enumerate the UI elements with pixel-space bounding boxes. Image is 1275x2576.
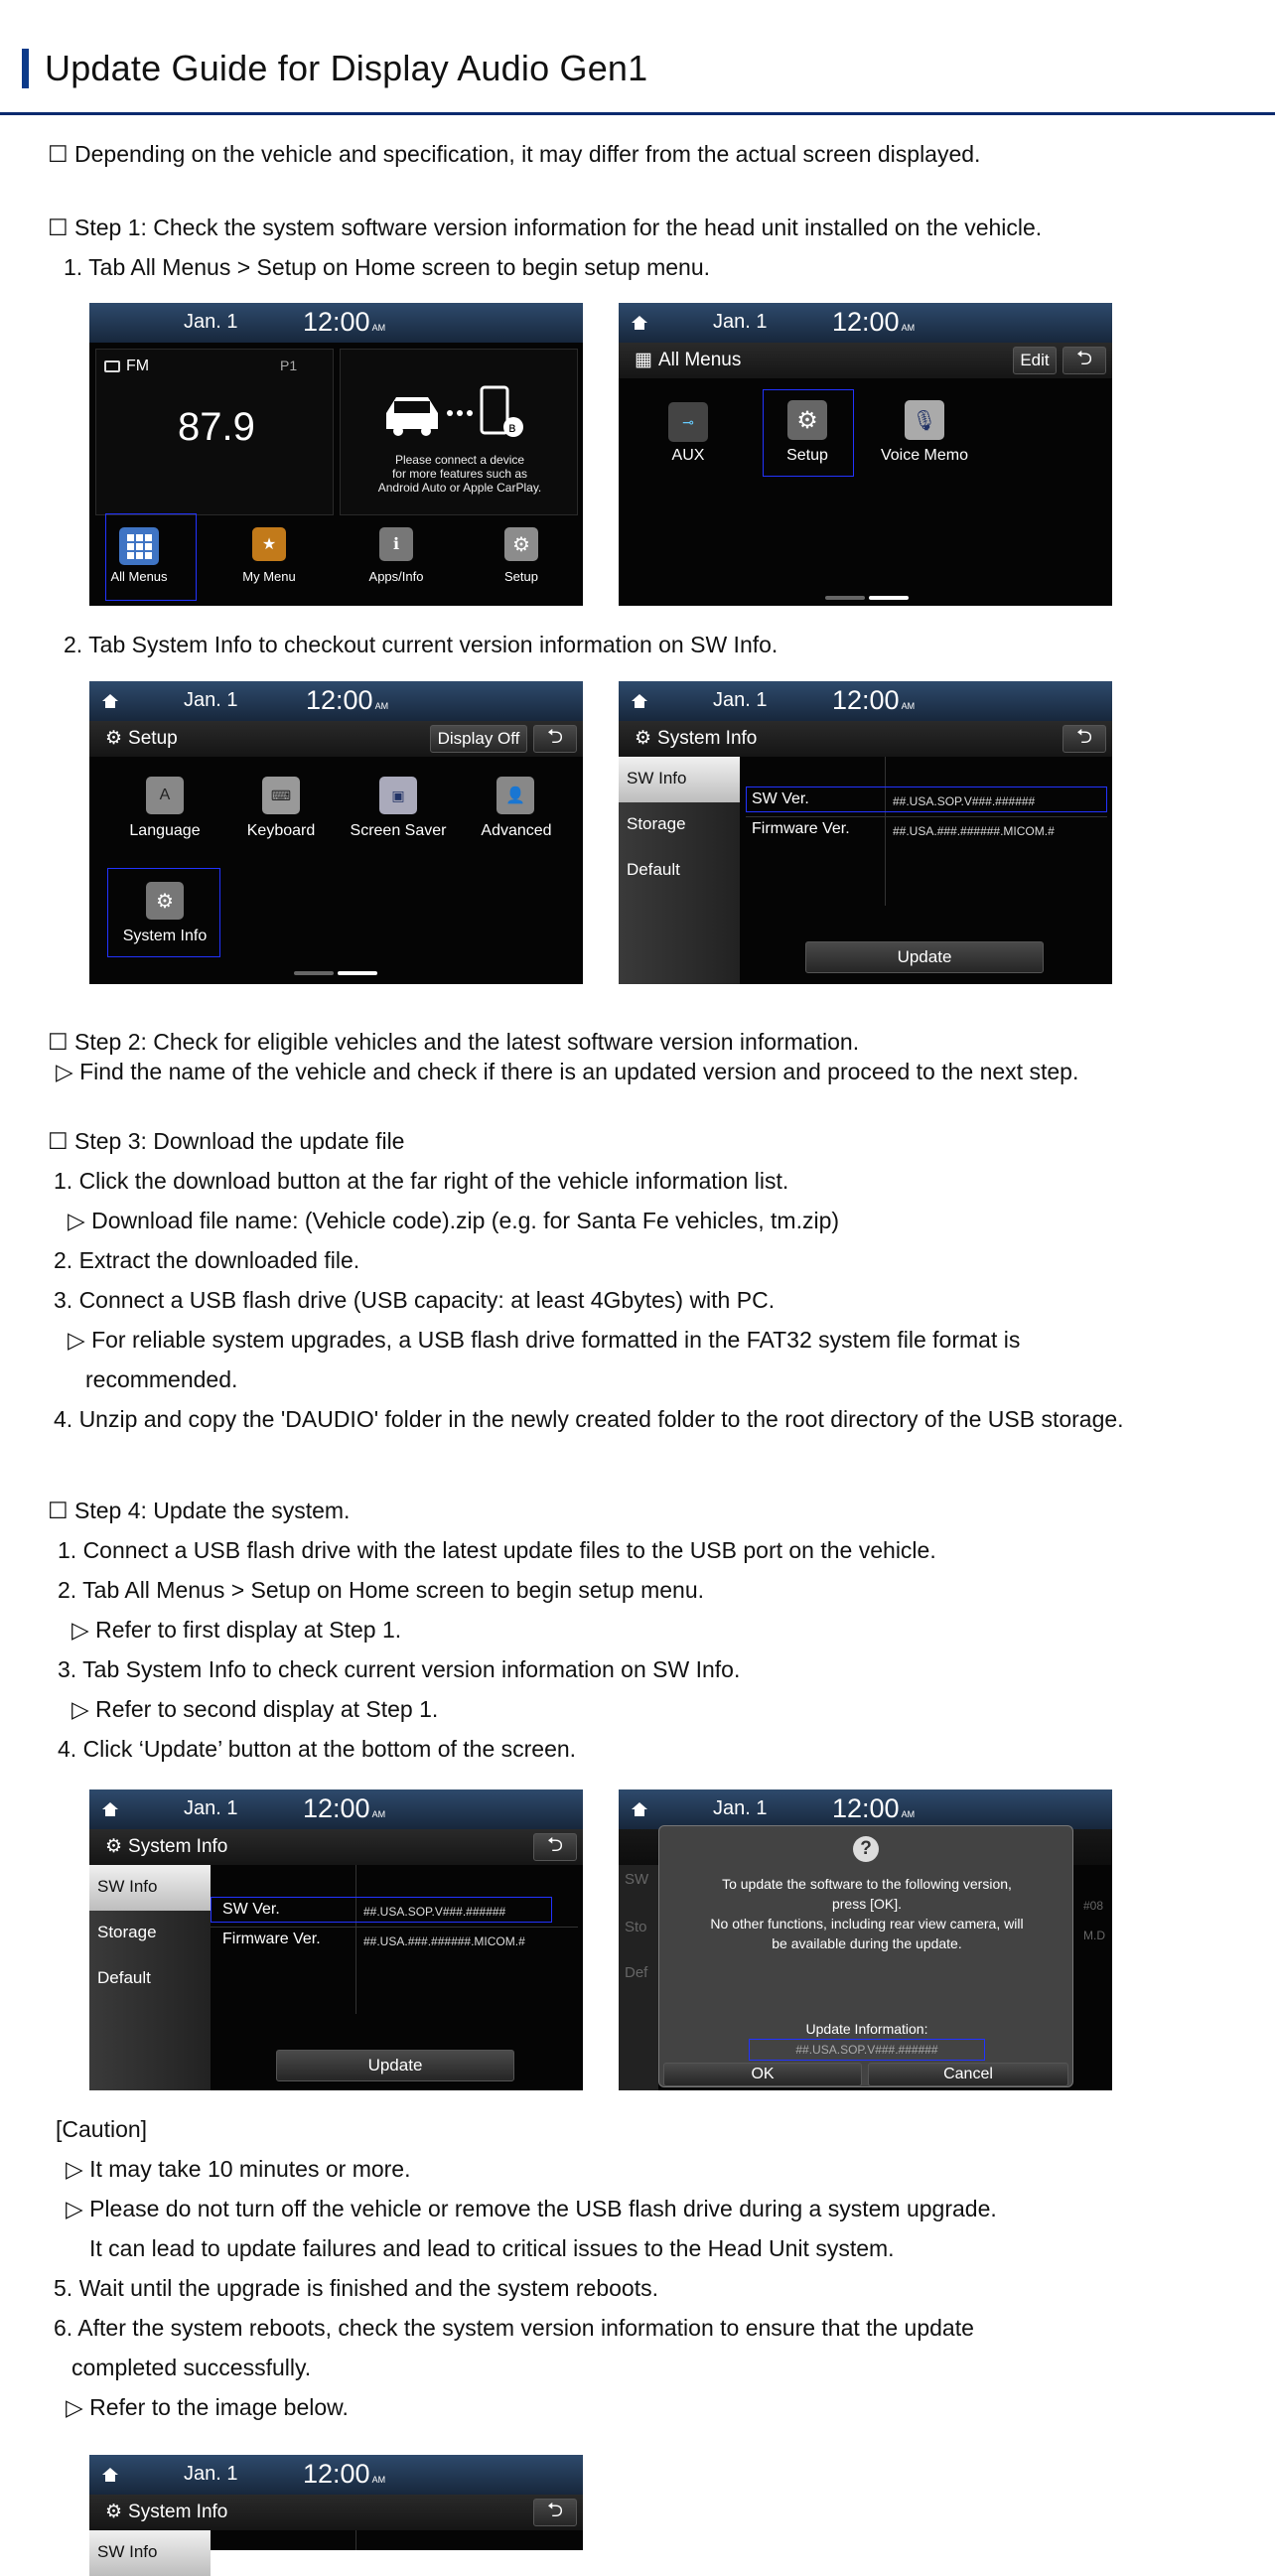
step4-heading: ☐ Step 4: Update the system. bbox=[48, 1498, 351, 1523]
status-time: 12:00 AM bbox=[832, 1793, 916, 1823]
caution-heading: [Caution] bbox=[56, 2116, 148, 2142]
step1-item-2: 2. Tab System Info to checkout current version information on SW Info. bbox=[64, 632, 779, 657]
tile-apps-info[interactable]: Apps/Info bbox=[368, 569, 424, 584]
caution-item: ▷ Please do not turn off the vehicle or remove the USB flash drive during a system upgrade. bbox=[66, 2196, 997, 2221]
side-menu bbox=[619, 757, 740, 984]
gear-icon: ⚙ bbox=[105, 728, 123, 749]
page-header bbox=[22, 48, 647, 89]
language-icon: A bbox=[146, 777, 184, 814]
title-bar bbox=[619, 721, 1112, 757]
step4-item: ▷ Refer to first display at Step 1. bbox=[71, 1617, 402, 1643]
screen-all-menus bbox=[619, 303, 1112, 606]
bg-snippet: Sto bbox=[625, 1919, 647, 1935]
back-arrow-icon: ⮌ bbox=[546, 726, 564, 748]
question-icon: ? bbox=[853, 1836, 879, 1862]
status-bar bbox=[619, 303, 1112, 343]
system-info-title: ⚙ System Info bbox=[105, 2501, 228, 2522]
home-icon[interactable] bbox=[619, 303, 660, 343]
gear-icon: ⚙ bbox=[105, 1836, 123, 1857]
back-arrow-icon: ⮌ bbox=[546, 2500, 564, 2521]
status-time: 12:00 AM bbox=[832, 307, 916, 337]
radio-band: FM bbox=[104, 358, 149, 375]
status-date: Jan. 1 bbox=[184, 1797, 238, 1819]
step3-item: 4. Unzip and copy the 'DAUDIO' folder in the newly created folder to the root directory of the USB storage. bbox=[54, 1406, 1124, 1432]
bg-snippet: M.D bbox=[1083, 1929, 1105, 1942]
screen-saver-icon: ▣ bbox=[379, 777, 417, 814]
home-icon[interactable] bbox=[619, 681, 660, 721]
intro-note: ☐ Depending on the vehicle and specification, it may differ from the actual screen displayed. bbox=[48, 141, 981, 167]
setup-gear-icon: ⚙ bbox=[787, 400, 827, 440]
update-info-value: ##.USA.SOP.V###.###### bbox=[749, 2039, 985, 2061]
setup-system-info[interactable]: System Info bbox=[122, 928, 208, 944]
gear-icon: ⚙ bbox=[105, 2502, 123, 2522]
bg-snippet: SW bbox=[625, 1871, 649, 1888]
advanced-icon: 👤 bbox=[496, 777, 534, 814]
back-button[interactable] bbox=[533, 1833, 577, 1861]
side-menu bbox=[89, 2530, 211, 2561]
setup-advanced[interactable]: Advanced bbox=[481, 822, 552, 839]
update-button[interactable]: Update bbox=[276, 2050, 514, 2081]
title-bar bbox=[89, 1829, 583, 1865]
home-icon[interactable] bbox=[89, 2455, 131, 2495]
status-bar bbox=[89, 681, 583, 721]
update-dialog bbox=[658, 1825, 1073, 2087]
radio-frequency: 87.9 bbox=[178, 405, 255, 449]
step3-item: recommended. bbox=[85, 1366, 238, 1392]
car-phone-bluetooth-icon bbox=[382, 383, 541, 439]
sw-ver-value: ##.USA.SOP.V###.###### bbox=[893, 794, 1036, 808]
apps-info-icon: ℹ bbox=[379, 527, 413, 561]
screen-setup bbox=[89, 681, 583, 984]
caution-item: completed successfully. bbox=[71, 2355, 312, 2380]
step4-item: 3. Tab System Info to check current version information on SW Info. bbox=[58, 1656, 741, 1682]
setup-keyboard[interactable]: Keyboard bbox=[246, 822, 316, 839]
caution-item: ▷ It may take 10 minutes or more. bbox=[66, 2156, 411, 2182]
caution-item: 6. After the system reboots, check the system version information to ensure that the update bbox=[54, 2315, 974, 2341]
page-indicator bbox=[294, 971, 334, 975]
aux-icon: ⊸ bbox=[668, 402, 708, 442]
home-icon[interactable] bbox=[619, 1789, 660, 1829]
caution-item: It can lead to update failures and lead to critical issues to the Head Unit system. bbox=[89, 2235, 895, 2261]
voice-memo-icon: 🎙 bbox=[905, 400, 944, 440]
display-off-button[interactable]: Display Off bbox=[430, 725, 527, 753]
screen-update-popup bbox=[619, 1789, 1112, 2090]
my-menu-icon: ★ bbox=[252, 527, 286, 561]
status-time: 12:00 AM bbox=[306, 685, 389, 715]
dialog-message: To update the software to the following version, press [OK]. No other functions, including rear view camera, will be available during the update. bbox=[710, 1876, 1024, 1951]
setup-gear-icon: ⚙ bbox=[504, 527, 538, 561]
tile-all-menus[interactable]: All Menus bbox=[110, 569, 168, 584]
status-date: Jan. 1 bbox=[184, 2463, 238, 2485]
bg-snippet: #08 bbox=[1083, 1899, 1104, 1913]
step1-heading: ☐ Step 1: Check the system software version information for the head unit installed on the vehicle. bbox=[48, 215, 1043, 240]
connect-message: Please connect a device for more features such as Android Auto or Apple CarPlay. bbox=[377, 453, 542, 495]
title-divider bbox=[0, 112, 1275, 115]
step4-item: ▷ Refer to second display at Step 1. bbox=[71, 1696, 439, 1722]
page-indicator-active bbox=[869, 596, 909, 600]
step2-note: ▷ Find the name of the vehicle and check if there is an updated version and proceed to the next step. bbox=[56, 1059, 1079, 1084]
edit-button[interactable]: Edit bbox=[1013, 347, 1057, 374]
column-divider bbox=[885, 757, 886, 906]
title-bar bbox=[89, 721, 583, 757]
status-time: 12:00 AM bbox=[303, 2459, 386, 2489]
status-bar bbox=[89, 1789, 583, 1829]
all-menus-title: ▦ All Menus bbox=[635, 349, 742, 370]
side-item-sw-info[interactable]: SW Info bbox=[619, 757, 740, 802]
status-bar bbox=[89, 303, 583, 343]
menu-setup[interactable]: Setup bbox=[786, 447, 828, 464]
fw-ver-value: ##.USA.###.######.MICOM.# bbox=[363, 1934, 525, 1948]
system-info-icon: ⚙ bbox=[146, 882, 184, 920]
step4-item: 2. Tab All Menus > Setup on Home screen to begin setup menu. bbox=[58, 1577, 705, 1603]
back-arrow-icon: ⮌ bbox=[1075, 348, 1093, 369]
screen-system-info bbox=[619, 681, 1112, 984]
column-divider bbox=[355, 2530, 356, 2550]
page-indicator bbox=[825, 596, 865, 600]
highlight-system-info bbox=[107, 868, 220, 957]
step3-item: ▷ For reliable system upgrades, a USB flash drive formatted in the FAT32 system file format is bbox=[68, 1327, 1021, 1353]
side-menu bbox=[89, 1865, 211, 2090]
status-date: Jan. 1 bbox=[713, 689, 768, 711]
status-time: 12:00 AM bbox=[832, 685, 916, 715]
status-bar bbox=[89, 2455, 583, 2495]
home-icon[interactable] bbox=[89, 1789, 131, 1829]
step3-item: 3. Connect a USB flash drive (USB capacity: at least 4Gbytes) with PC. bbox=[54, 1287, 776, 1313]
caution-item: ▷ Refer to the image below. bbox=[66, 2394, 349, 2420]
radio-icon bbox=[104, 360, 120, 372]
sw-ver-label: SW Ver. bbox=[752, 790, 809, 807]
setup-screen-saver[interactable]: Screen Saver bbox=[350, 822, 447, 839]
tile-my-menu[interactable]: My Menu bbox=[242, 569, 296, 584]
step3-heading: ☐ Step 3: Download the update file bbox=[48, 1128, 405, 1154]
side-item-sw-info[interactable]: SW Info bbox=[89, 2530, 211, 2576]
svg-text:ʙ: ʙ bbox=[508, 421, 516, 436]
status-date: Jan. 1 bbox=[184, 689, 238, 711]
tile-setup[interactable]: Setup bbox=[504, 569, 538, 584]
setup-language[interactable]: Language bbox=[129, 822, 201, 839]
row-divider bbox=[211, 1927, 578, 1928]
phone-connect-panel[interactable] bbox=[340, 349, 578, 515]
highlight-setup bbox=[763, 389, 854, 477]
system-info-title: ⚙ System Info bbox=[635, 727, 758, 749]
bg-snippet: Def bbox=[625, 1964, 648, 1981]
step3-item: 2. Extract the downloaded file. bbox=[54, 1247, 360, 1273]
radio-preset: P1 bbox=[280, 358, 298, 373]
status-time: 12:00 AM bbox=[303, 307, 386, 337]
back-button[interactable] bbox=[533, 2499, 577, 2526]
system-info-title: ⚙ System Info bbox=[105, 1835, 228, 1857]
menu-voice-memo[interactable]: Voice Memo bbox=[880, 447, 969, 464]
page-indicator-active bbox=[338, 971, 377, 975]
fw-ver-label: Firmware Ver. bbox=[752, 820, 850, 837]
page-title: Update Guide for Display Audio Gen1 bbox=[45, 48, 648, 88]
back-button[interactable] bbox=[1062, 347, 1106, 374]
update-info-label: Update Information: bbox=[805, 2021, 928, 2037]
back-button[interactable] bbox=[533, 725, 577, 753]
side-item-sw-info[interactable]: SW Info bbox=[89, 1865, 211, 1911]
side-item-storage[interactable]: Storage bbox=[97, 1923, 157, 1941]
radio-panel[interactable] bbox=[95, 349, 334, 515]
highlight-all-menus bbox=[105, 513, 197, 601]
status-bar bbox=[619, 1789, 1112, 1829]
sw-ver-value: ##.USA.SOP.V###.###### bbox=[363, 1905, 506, 1919]
setup-title: ⚙ Setup bbox=[105, 727, 178, 749]
row-divider bbox=[746, 816, 1107, 817]
update-button[interactable]: Update bbox=[805, 941, 1044, 973]
back-button[interactable] bbox=[1062, 725, 1106, 753]
side-item-default[interactable]: Default bbox=[97, 1968, 151, 1987]
fw-ver-value: ##.USA.###.######.MICOM.# bbox=[893, 824, 1055, 838]
column-divider bbox=[355, 1865, 356, 2014]
status-date: Jan. 1 bbox=[713, 311, 768, 333]
status-bar bbox=[619, 681, 1112, 721]
keyboard-icon: ⌨ bbox=[262, 777, 300, 814]
side-item-default[interactable]: Default bbox=[627, 860, 680, 879]
screen-home bbox=[89, 303, 583, 606]
gear-icon: ⚙ bbox=[635, 728, 652, 749]
title-bar bbox=[89, 2495, 583, 2530]
fw-ver-label: Firmware Ver. bbox=[222, 1931, 321, 1947]
home-icon[interactable] bbox=[89, 681, 131, 721]
title-bar bbox=[619, 343, 1112, 378]
cancel-button[interactable]: Cancel bbox=[868, 2063, 1068, 2086]
sw-ver-label: SW Ver. bbox=[222, 1901, 280, 1918]
step1-item-1: 1. Tab All Menus > Setup on Home screen to begin setup menu. bbox=[64, 254, 711, 280]
step4-item: 1. Connect a USB flash drive with the latest update files to the USB port on the vehicle. bbox=[58, 1537, 936, 1563]
step3-item: 1. Click the download button at the far right of the vehicle information list. bbox=[54, 1168, 789, 1194]
status-date: Jan. 1 bbox=[713, 1797, 768, 1819]
step3-item: ▷ Download file name: (Vehicle code).zip (e.g. for Santa Fe vehicles, tm.zip) bbox=[68, 1208, 840, 1233]
back-arrow-icon: ⮌ bbox=[546, 1834, 564, 1856]
step2-heading: ☐ Step 2: Check for eligible vehicles and the latest software version information. bbox=[48, 1029, 860, 1055]
screen-system-info-step4 bbox=[89, 1789, 583, 2090]
step4-item: 4. Click ‘Update’ button at the bottom of the screen. bbox=[58, 1736, 577, 1762]
grid-icon: ▦ bbox=[635, 350, 652, 370]
status-time: 12:00 AM bbox=[303, 1793, 386, 1823]
screen-system-info-final bbox=[89, 2455, 583, 2561]
title-accent-bar bbox=[22, 49, 29, 88]
back-arrow-icon: ⮌ bbox=[1075, 726, 1093, 748]
caution-item: 5. Wait until the upgrade is finished and the system reboots. bbox=[54, 2275, 658, 2301]
menu-aux[interactable]: AUX bbox=[671, 447, 705, 464]
status-date: Jan. 1 bbox=[184, 311, 238, 333]
ok-button[interactable]: OK bbox=[663, 2063, 862, 2086]
side-item-storage[interactable]: Storage bbox=[627, 814, 686, 833]
